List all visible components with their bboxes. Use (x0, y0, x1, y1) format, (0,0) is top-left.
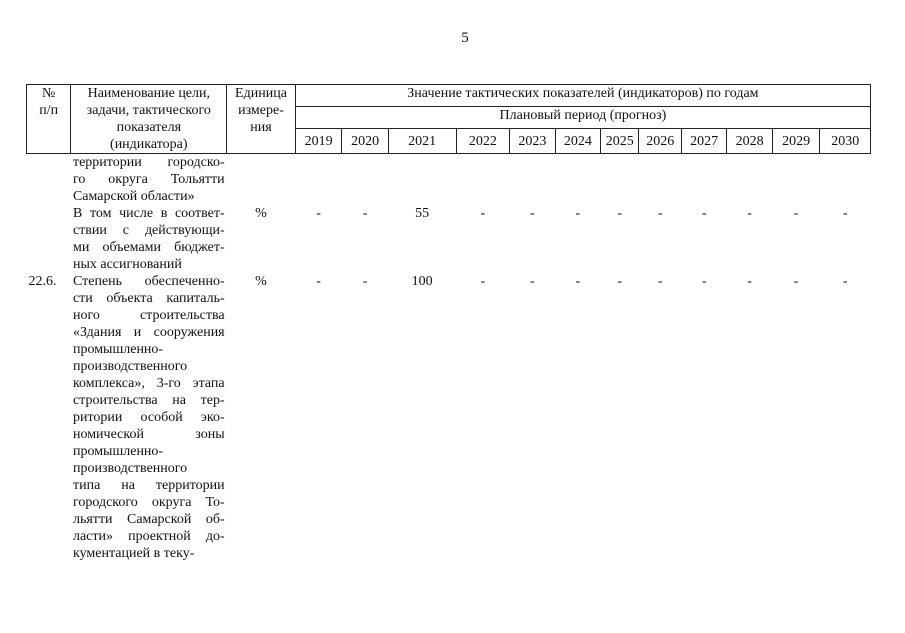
header-year: 2028 (727, 129, 772, 154)
row-value: - (480, 274, 486, 289)
header-unit (227, 85, 296, 154)
row-name-line: типа на территории (72, 478, 225, 493)
header-year: 2020 (342, 129, 388, 154)
row-value: - (701, 206, 707, 221)
row-value: - (842, 206, 848, 221)
row-name-line: ного строительства (72, 308, 225, 323)
row-name-line: номической зоны (72, 427, 225, 442)
row-value (342, 154, 388, 206)
row-value: - (747, 206, 752, 221)
row-name-line: Степень обеспеченно- (72, 274, 225, 289)
header-name-line: (индикатора) (110, 137, 188, 152)
row-value: - (747, 274, 752, 289)
row-value: - (701, 274, 707, 289)
header-name-line: показателя (116, 120, 182, 135)
header-values-title: Значение тактических показателей (индикаторов) по годам (295, 85, 870, 107)
header-year: 2026 (639, 129, 681, 154)
row-name-line: производственного (72, 461, 188, 476)
row-value: - (575, 274, 581, 289)
header-unit-line: Единица (235, 86, 287, 101)
row-value (388, 154, 456, 206)
header-unit-line: ния (250, 120, 272, 135)
header-plan-period: Плановый период (прогноз) (295, 107, 870, 129)
row-unit: % (255, 274, 267, 289)
row-number (27, 205, 71, 273)
header-year: 2029 (772, 129, 820, 154)
row-value: - (316, 274, 321, 289)
header-name-line: задачи, тактического (86, 103, 211, 118)
header-year: 2030 (820, 129, 871, 154)
row-name-line: городского округа То- (72, 495, 225, 510)
header-year: 2027 (681, 129, 726, 154)
row-number (27, 154, 71, 206)
header-unit-line: измере- (238, 103, 284, 118)
row-value (727, 154, 772, 206)
table-row (27, 273, 871, 562)
header-year: 2019 (295, 129, 341, 154)
row-value: - (842, 274, 848, 289)
row-name-line: сти объекта капиталь- (72, 291, 225, 306)
header-year: 2024 (555, 129, 600, 154)
row-value: - (793, 206, 799, 221)
row-value: 55 (415, 206, 430, 221)
header-name (71, 85, 227, 154)
header-num (27, 85, 71, 154)
row-name-line: го округа Тольятти (72, 172, 225, 187)
row-value: - (617, 206, 623, 221)
row-name-line: промышленно- (72, 342, 164, 357)
row-value (295, 154, 341, 206)
row-value (510, 154, 555, 206)
table-row (27, 205, 871, 273)
row-value (456, 154, 510, 206)
row-name (71, 273, 227, 562)
row-name-line: ритории особой эко- (72, 410, 225, 425)
row-value: - (617, 274, 623, 289)
row-name-line: комплекса», 3-го этапа (72, 376, 225, 391)
row-number: 22.6. (28, 274, 57, 289)
row-name-line: льятти Самарской об- (72, 512, 225, 527)
row-value: - (480, 206, 486, 221)
header-name-line: Наименование цели, (87, 86, 210, 101)
row-value (639, 154, 681, 206)
table-body (27, 154, 871, 563)
row-name-line: кументацией в теку- (72, 546, 195, 561)
row-name-line: территории городско- (72, 155, 225, 170)
row-value: - (575, 206, 581, 221)
page-number: 5 (461, 30, 469, 46)
row-name (71, 154, 227, 206)
table-row (27, 154, 871, 206)
row-value: 100 (411, 274, 433, 289)
row-value: - (362, 206, 368, 221)
row-name (71, 205, 227, 273)
header-year: 2023 (510, 129, 555, 154)
header-num-line: п/п (39, 103, 59, 118)
row-value: - (362, 274, 368, 289)
row-value: - (316, 206, 321, 221)
row-value (681, 154, 726, 206)
header-year: 2025 (601, 129, 639, 154)
row-value (820, 154, 871, 206)
row-name-line: ствии с действующи- (72, 223, 225, 238)
indicators-table (26, 84, 871, 562)
row-name-line: строительства на тер- (72, 393, 225, 408)
row-name-line: ласти» проектной до- (72, 529, 225, 544)
row-name-line: ми объемами бюджет- (72, 240, 225, 255)
header-year: 2022 (456, 129, 510, 154)
row-value: - (793, 274, 799, 289)
row-value: - (657, 206, 663, 221)
row-name-line: ных ассигнований (72, 257, 182, 272)
row-value: - (657, 274, 663, 289)
row-value: - (530, 274, 535, 289)
header-num-line: № (42, 86, 56, 101)
row-name-line: Самарской области» (72, 189, 195, 204)
row-name-line: промышленно- (72, 444, 164, 459)
row-name-line: производственного (72, 359, 188, 374)
row-name-line: В том числе в соответ- (72, 206, 225, 221)
row-unit (227, 154, 296, 206)
row-value (772, 154, 820, 206)
header-year: 2021 (388, 129, 456, 154)
row-value (601, 154, 639, 206)
row-unit: % (255, 206, 267, 221)
row-name-line: «Здания и сооружения (72, 325, 225, 340)
row-value: - (530, 206, 535, 221)
row-value (555, 154, 600, 206)
